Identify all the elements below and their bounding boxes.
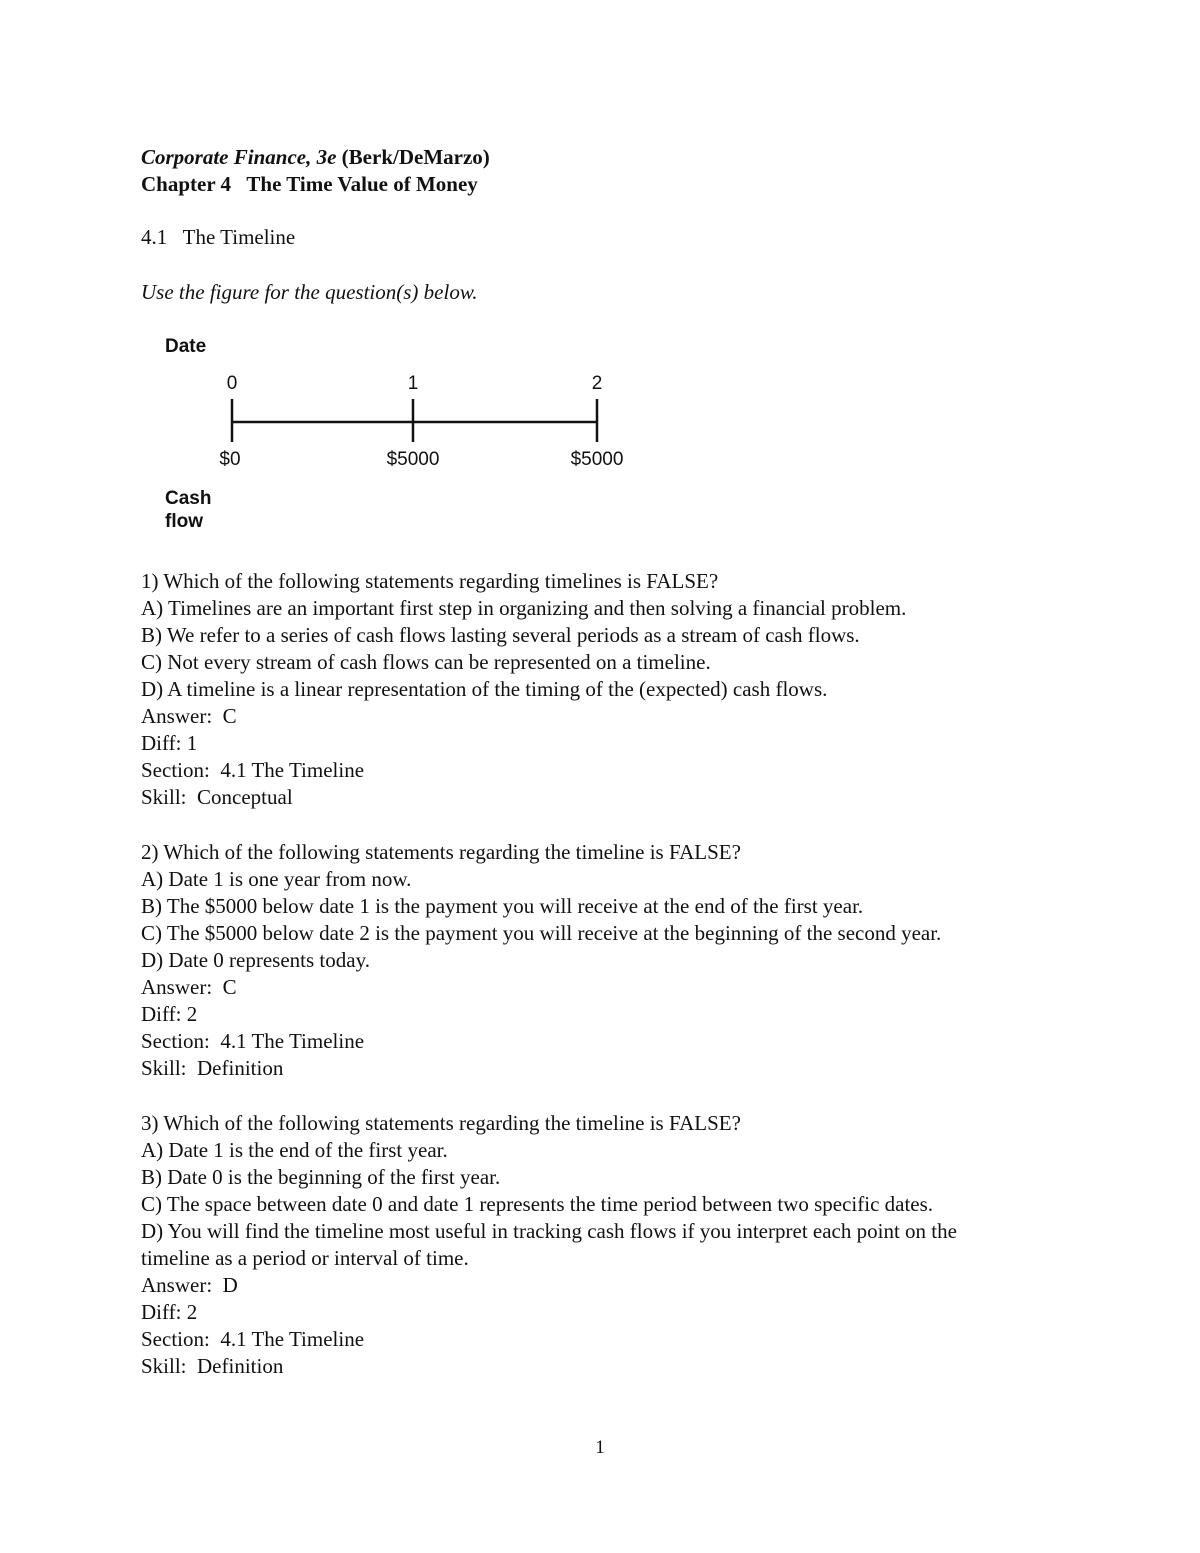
difficulty: Diff: 1: [141, 731, 198, 755]
option-a: A) Date 1 is one year from now.: [141, 867, 412, 891]
option-b: B) We refer to a series of cash flows lasting several periods as a stream of cash flows.: [141, 623, 860, 647]
option-c: C) The space between date 0 and date 1 represents the time period between two specific dates.: [141, 1192, 934, 1216]
section: Section: 4.1 The Timeline: [141, 1029, 365, 1053]
question-stem: 1) Which of the following statements regarding timelines is FALSE?: [141, 569, 719, 593]
section-heading: 4.1 The Timeline: [141, 225, 296, 249]
difficulty: Diff: 2: [141, 1002, 198, 1026]
option-c: C) The $5000 below date 2 is the payment you will receive at the beginning of the second year.: [141, 921, 942, 945]
option-b: B) Date 0 is the beginning of the first year.: [141, 1165, 501, 1189]
date-label-1: 1: [407, 373, 419, 394]
cash-flow-label-line2: flow: [165, 511, 203, 532]
option-b: B) The $5000 below date 1 is the payment you will receive at the end of the first year.: [141, 894, 864, 918]
option-d-continued: timeline as a period or interval of time.: [141, 1246, 469, 1270]
timeline-axis: [150, 395, 650, 455]
skill: Skill: Definition: [141, 1056, 284, 1080]
cash-flow-2: $5000: [570, 449, 624, 470]
option-c: C) Not every stream of cash flows can be represented on a timeline.: [141, 650, 711, 674]
figure-instruction: Use the figure for the question(s) below.: [141, 280, 478, 304]
question-3: [141, 1110, 957, 1380]
answer: Answer: C: [141, 704, 237, 728]
question-stem: 3) Which of the following statements regarding the timeline is FALSE?: [141, 1111, 741, 1135]
timeline-figure: [150, 330, 650, 545]
cash-flow-axis-label: [165, 487, 211, 533]
page-number: 1: [595, 1437, 605, 1458]
cash-flow-0: $0: [219, 449, 241, 470]
option-a: A) Date 1 is the end of the first year.: [141, 1138, 448, 1162]
difficulty: Diff: 2: [141, 1300, 198, 1324]
section: Section: 4.1 The Timeline: [141, 1327, 365, 1351]
option-a: A) Timelines are an important first step in organizing and then solving a financial problem.: [141, 596, 907, 620]
option-d: D) A timeline is a linear representation of the timing of the (expected) cash flows.: [141, 677, 828, 701]
book-title-line: [141, 144, 490, 171]
chapter-title: Chapter 4 The Time Value of Money: [141, 172, 478, 196]
question-2: [141, 839, 941, 1082]
cash-flow-label-line1: Cash: [165, 488, 212, 509]
book-authors: (Berk/DeMarzo): [341, 145, 490, 169]
option-d: D) Date 0 represents today.: [141, 948, 370, 972]
answer: Answer: C: [141, 975, 237, 999]
question-1: [141, 568, 906, 811]
cash-flow-1: $5000: [386, 449, 440, 470]
option-d: D) You will find the timeline most useful in tracking cash flows if you interpret each point on the: [141, 1219, 957, 1243]
question-stem: 2) Which of the following statements regarding the timeline is FALSE?: [141, 840, 741, 864]
answer: Answer: D: [141, 1273, 238, 1297]
date-label-0: 0: [226, 373, 238, 394]
book-title: Corporate Finance, 3e: [141, 145, 337, 169]
date-axis-label: Date: [165, 336, 207, 357]
skill: Skill: Conceptual: [141, 785, 293, 809]
date-label-2: 2: [591, 373, 603, 394]
skill: Skill: Definition: [141, 1354, 284, 1378]
section: Section: 4.1 The Timeline: [141, 758, 365, 782]
